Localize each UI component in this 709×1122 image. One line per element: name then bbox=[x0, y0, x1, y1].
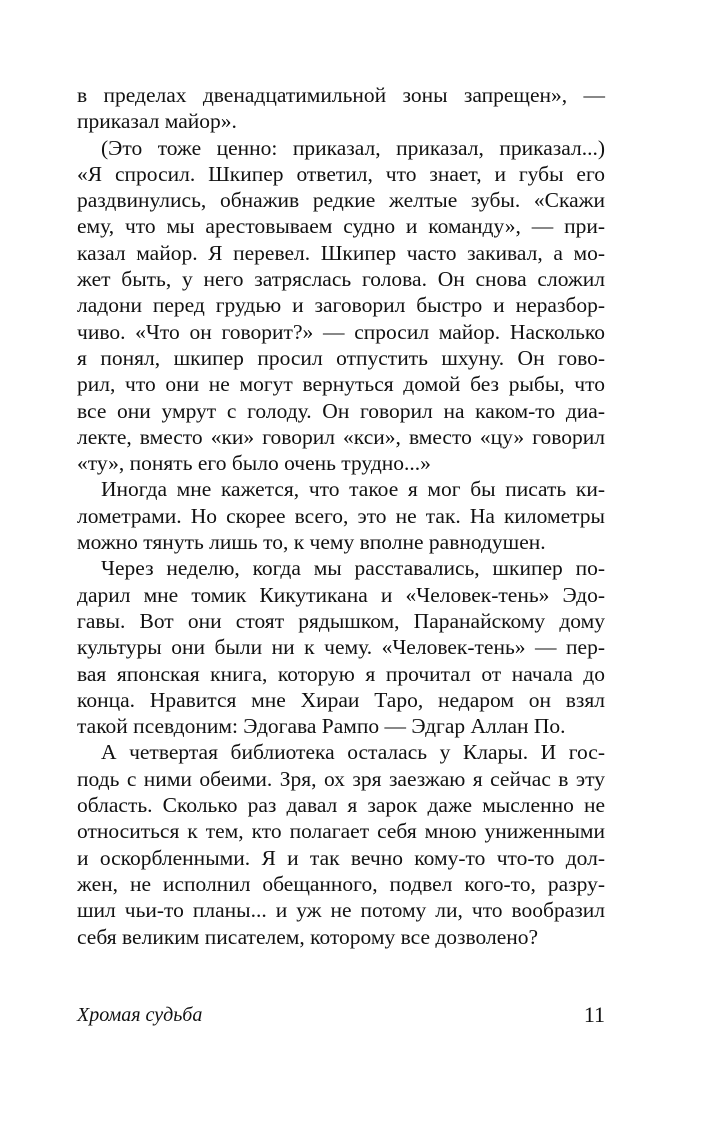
text-line: область. Сколько раз давал я зарок даже мысленно не bbox=[77, 793, 605, 818]
text-line: ладони перед грудью и заговорил быстро и неразбор- bbox=[77, 293, 605, 318]
text-line: Через неделю, когда мы расставались, шкипер по- bbox=[101, 556, 605, 581]
text-line: «Я спросил. Шкипер ответил, что знает, и губы его bbox=[77, 161, 605, 186]
text-line: все они умрут с голоду. Он говорил на каком-то диа- bbox=[77, 398, 605, 423]
text-line: жет быть, у него затряслась голова. Он снова сложил bbox=[77, 267, 605, 292]
text-line: я понял, шкипер просил отпустить шхуну. Он гово- bbox=[77, 345, 605, 370]
text-line: «ту», понять его было очень трудно...» bbox=[77, 451, 431, 476]
page-body bbox=[77, 82, 605, 950]
running-title: Хромая судьба bbox=[77, 1004, 203, 1026]
page-number: 11 bbox=[583, 1002, 605, 1027]
text-line: такой псевдоним: Эдогава Рампо — Эдгар Аллан По. bbox=[77, 714, 566, 739]
text-line: рил, что они не могут вернуться домой без рыбы, что bbox=[77, 372, 605, 397]
text-line: в пределах двенадцатимильной зоны запрещен», — bbox=[77, 83, 605, 107]
text-line: казал майор. Я перевел. Шкипер часто закивал, а мо- bbox=[77, 240, 605, 265]
text-line: можно тянуть лишь то, к чему вполне равнодушен. bbox=[77, 530, 546, 555]
text-line: гавы. Вот они стоят рядышком, Паранайскому дому bbox=[77, 608, 605, 633]
text-line: себя великим писателем, которому все дозволено? bbox=[77, 924, 539, 949]
text-line: ему, что мы арестовываем судно и команду», — при- bbox=[77, 214, 605, 239]
text-line: жен, не исполнил обещанного, подвел кого-то, разру- bbox=[77, 871, 605, 896]
text-line: дарил мне томик Кикутикана и «Человек-тень» Эдо- bbox=[77, 582, 605, 607]
text-line: А четвертая библиотека осталась у Клары. И гос- bbox=[101, 740, 605, 765]
text-line: и оскорбленными. Я и так вечно кому-то что-то дол- bbox=[77, 845, 605, 870]
text-line: раздвинулись, обнажив редкие желтые зубы. «Скажи bbox=[77, 188, 605, 213]
text-line: (Это тоже ценно: приказал, приказал, приказал...) bbox=[101, 135, 605, 160]
text-line: лекте, вместо «ки» говорил «кси», вместо «цу» говорил bbox=[77, 424, 605, 449]
text-line: конца. Нравится мне Хираи Таро, недаром он взял bbox=[77, 687, 605, 712]
page-footer bbox=[77, 1000, 605, 1030]
text-line: шил чьи-то планы... и уж не потому ли, что вообразил bbox=[77, 898, 605, 923]
text-line: относиться к тем, кто полагает себя мною униженными bbox=[77, 819, 605, 844]
text-line: вая японская книга, которую я прочитал от начала до bbox=[77, 661, 605, 686]
text-line: культуры они были ни к чему. «Человек-тень» — пер- bbox=[77, 635, 605, 660]
text-line: лометрами. Но скорее всего, это не так. На километры bbox=[77, 503, 605, 528]
text-line: Иногда мне кажется, что такое я мог бы писать ки- bbox=[101, 477, 605, 502]
text-line: подь с ними обеими. Зря, ох зря заезжаю я сейчас в эту bbox=[77, 766, 605, 791]
text-line: приказал майор». bbox=[77, 109, 237, 134]
text-line: чиво. «Что он говорит?» — спросил майор. Насколько bbox=[77, 319, 605, 344]
